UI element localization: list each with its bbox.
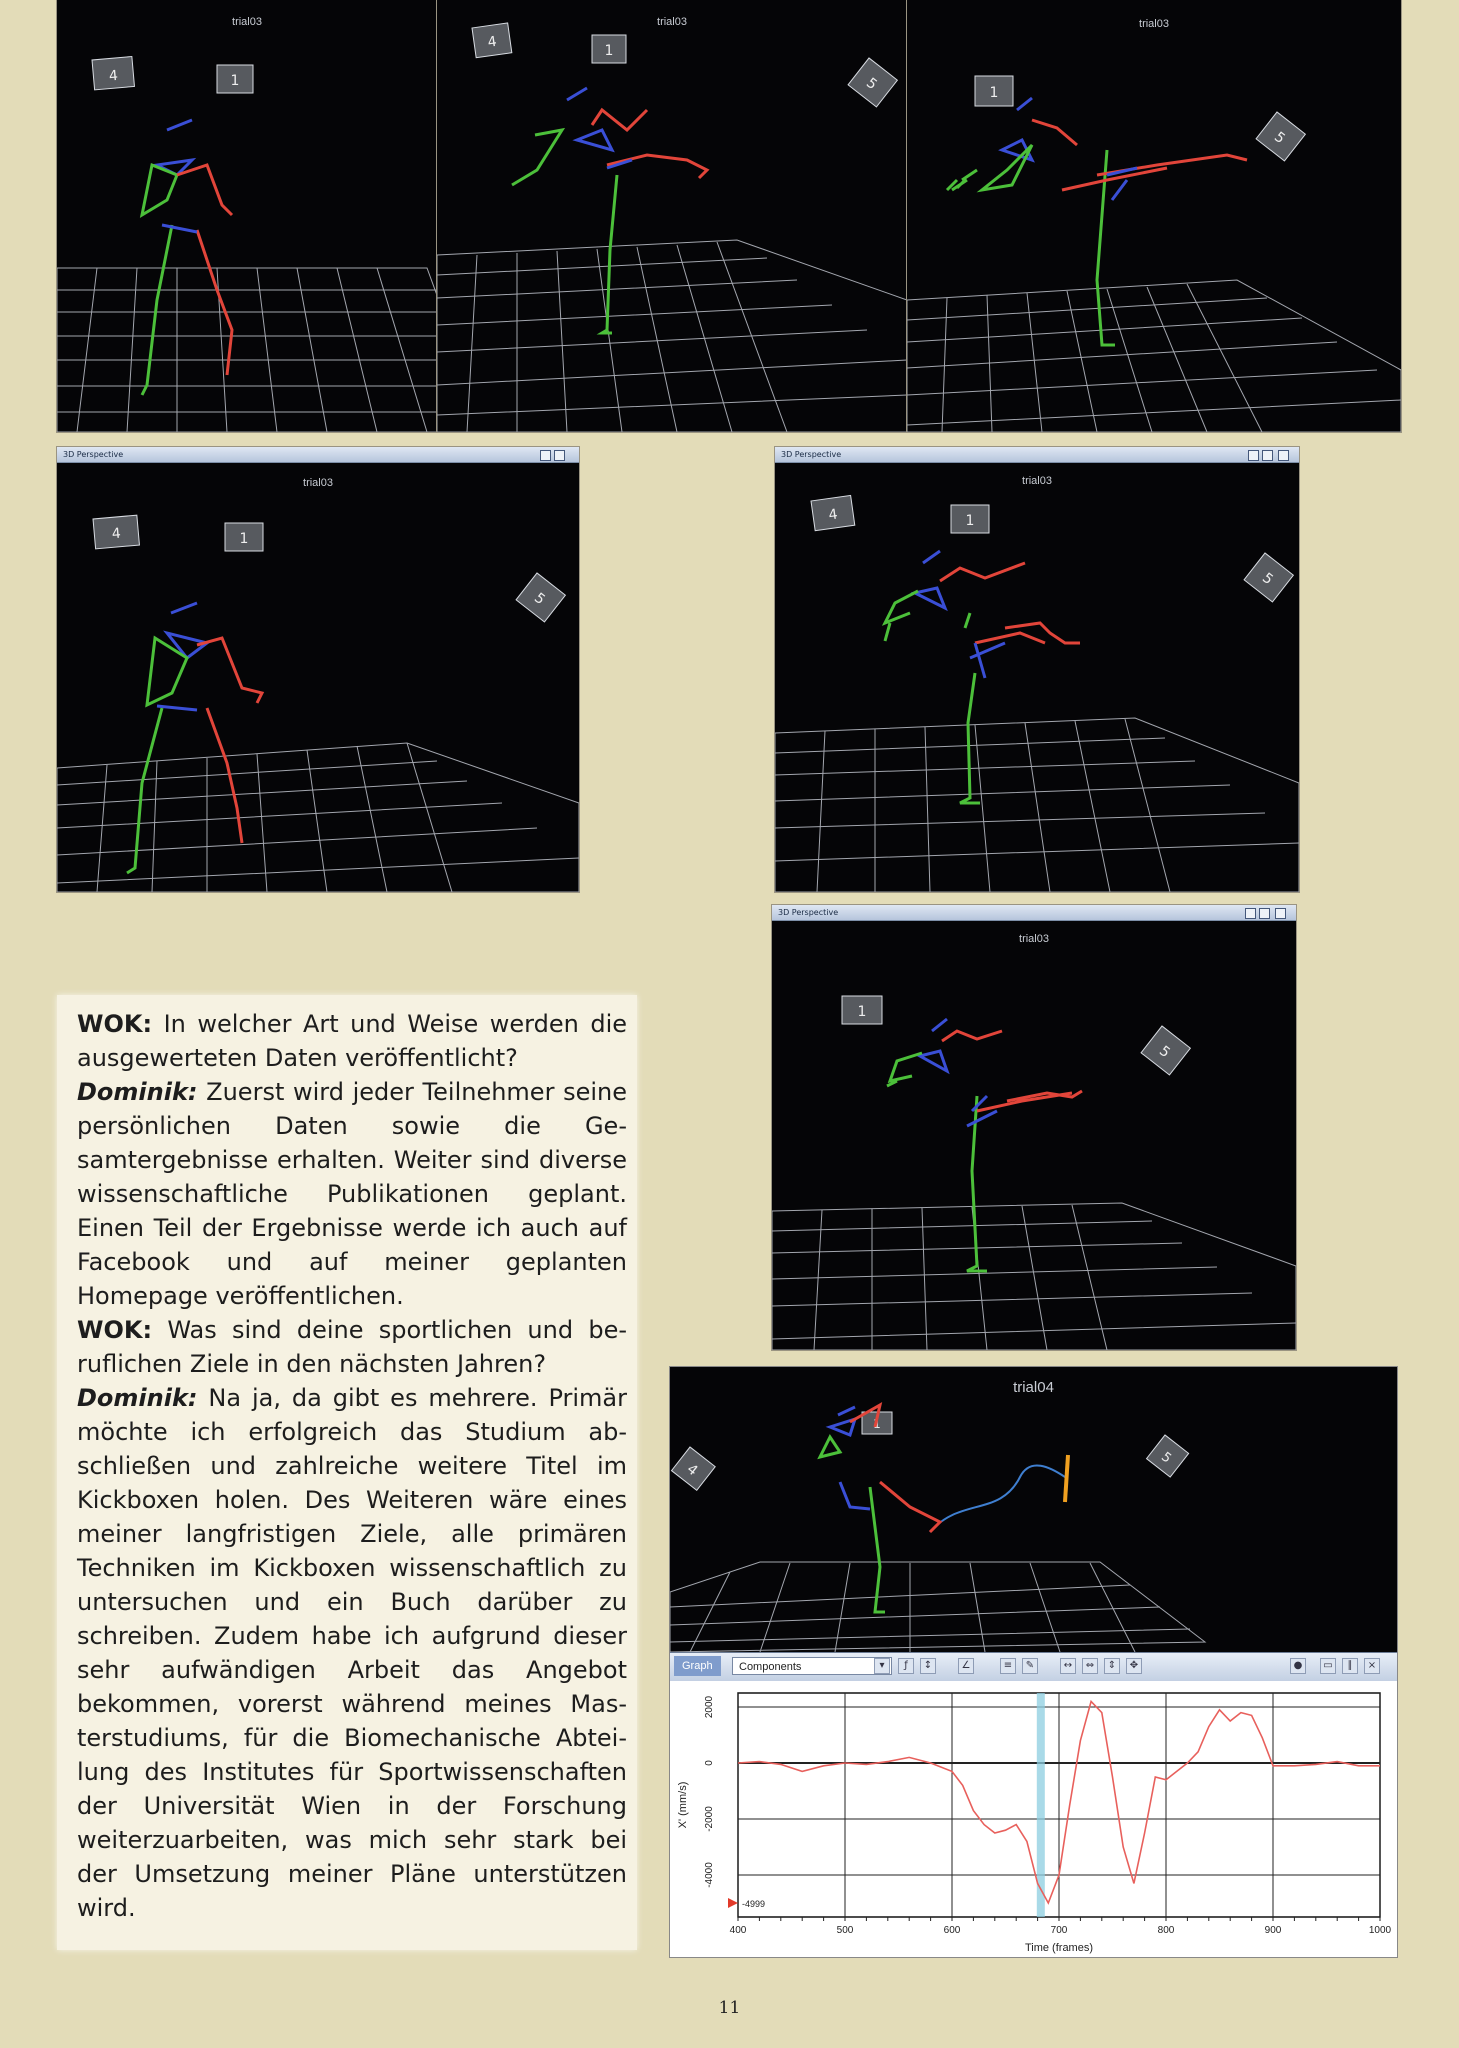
svg-text:5: 5 — [863, 75, 880, 94]
close-icon[interactable] — [1275, 908, 1286, 919]
zoom-v-icon[interactable]: ⇕ — [1104, 1658, 1120, 1674]
maximize-icon[interactable]: ▭ — [1320, 1658, 1336, 1674]
speaker-dominik: Dominik: — [77, 1384, 198, 1412]
viewport-trial03-e — [775, 447, 1299, 892]
question-1: WOK: In welcher Art und Weise werden die ausgewerteten Daten veröffentlicht? — [77, 1010, 627, 1072]
svg-text:5: 5 — [1271, 129, 1288, 148]
svg-text:1: 1 — [965, 513, 975, 529]
svg-text:4: 4 — [683, 1461, 701, 1480]
x-tick-label: 400 — [729, 1925, 747, 1936]
svg-text:5: 5 — [1259, 570, 1276, 589]
graph-toolbar — [670, 1652, 1397, 1682]
x-tick-label: 1000 — [1368, 1925, 1392, 1936]
dropdown-arrow-icon[interactable]: ▾ — [874, 1658, 890, 1674]
y-tick-label: -4000 — [704, 1862, 715, 1888]
velocity-chart — [670, 1681, 1397, 1957]
viewport-label: trial03 — [303, 477, 333, 489]
split-icon[interactable] — [1262, 450, 1273, 461]
x-tick-label: 500 — [836, 1925, 854, 1936]
lock-icon[interactable]: ● — [1290, 1658, 1306, 1674]
x-tick-label: 600 — [943, 1925, 961, 1936]
svg-text:5: 5 — [531, 590, 548, 609]
axis-icon[interactable]: ↕ — [920, 1658, 936, 1674]
y-tick-label: 2000 — [704, 1695, 715, 1719]
viewport-label: trial03 — [1022, 475, 1052, 487]
viewport-trial03-a — [57, 0, 437, 432]
viewport-trial03-b — [437, 0, 907, 432]
split-icon[interactable] — [554, 450, 565, 461]
zoom-fit-icon[interactable]: ⇔ — [1082, 1658, 1098, 1674]
motion-capture-scene — [57, 463, 579, 892]
viewport-titlebar-text: 3D Perspective — [781, 450, 842, 459]
x-tick-label: 900 — [1264, 1925, 1282, 1936]
svg-text:1: 1 — [230, 73, 240, 89]
svg-text:1: 1 — [873, 1417, 881, 1431]
svg-text:5: 5 — [1156, 1043, 1173, 1062]
components-dropdown[interactable]: Components — [732, 1657, 892, 1675]
svg-text:5: 5 — [1158, 1449, 1174, 1467]
marker-box — [92, 57, 134, 90]
viewport-trial03-c — [907, 0, 1401, 432]
x-tick-label: 700 — [1050, 1925, 1068, 1936]
viewport-trial03-f — [772, 905, 1296, 1350]
interview-text — [77, 1007, 627, 1925]
svg-text:1: 1 — [239, 531, 249, 547]
motion-capture-scene — [772, 921, 1296, 1350]
viewport-titlebar[interactable] — [57, 447, 579, 463]
speaker-dominik: Dominik: — [77, 1078, 198, 1106]
close-icon[interactable]: × — [1364, 1658, 1380, 1674]
split-icon[interactable]: ∥ — [1342, 1658, 1358, 1674]
zoom-all-icon[interactable]: ✥ — [1126, 1658, 1142, 1674]
question-2: WOK: Was sind deine sportlichen und beruflichen Ziele in den nächsten Jahren? — [77, 1316, 627, 1378]
y-axis-label: X' (mm/s) — [677, 1781, 689, 1829]
brush-icon[interactable]: ✎ — [1022, 1658, 1038, 1674]
viewport-titlebar[interactable] — [775, 447, 1299, 463]
viewport-trial03-d — [57, 447, 579, 892]
answer-1: Dominik: Zuerst wird jeder Teilnehmer seine persönlichen Daten sowie die Gesamtergebnisse erhalten. Weiter sind diverse wissenschaftliche Publikationen geplant. Einen Teil der Ergebnisse werde ich auch auf Facebook und auf meiner geplanten Homepage veröffentlichen. — [77, 1078, 627, 1310]
velocity-graph — [670, 1681, 1397, 1957]
svg-text:1: 1 — [857, 1004, 867, 1020]
svg-text:1: 1 — [604, 43, 614, 59]
skeleton — [142, 120, 232, 395]
viewport-label: trial03 — [1139, 18, 1169, 30]
marker-value-label: -4999 — [742, 1898, 766, 1909]
ruler-icon[interactable]: ∠ — [958, 1658, 974, 1674]
list-icon[interactable]: ≡ — [1000, 1658, 1016, 1674]
value-marker — [728, 1898, 738, 1908]
zoom-h-icon[interactable]: ↔ — [1060, 1658, 1076, 1674]
split-icon[interactable] — [1259, 908, 1270, 919]
viewport-label: trial04 — [1013, 1379, 1054, 1396]
viewport-titlebar[interactable] — [772, 905, 1296, 921]
viewport-label: trial03 — [657, 16, 687, 28]
answer-2: Dominik: Na ja, da gibt es mehrere. Primär möchte ich erfolgreich das Studium abschließen und zahlreiche weitere Titel im Kickboxen holen. Des Weiteren wäre eines meiner langfristigen Ziele, alle primären Techniken im Kickboxen wissenschaftlich zu untersuchen und ein Buch darüber zu schreiben. Zudem habe ich aufgrund dieser sehr aufwändigen Arbeit das Angebot bekommen, vorerst während meines Masterstudiums, für die Biomechanische Abteilung des Institutes für Sportwissenschaften der Universität Wien in der Forschung weiterzuarbeiten, was mich sehr stark bei der Umsetzung meiner Pläne unterstützen wird. — [77, 1384, 627, 1922]
svg-text:4: 4 — [111, 525, 122, 543]
svg-text:4: 4 — [827, 506, 839, 524]
floor-grid — [57, 268, 437, 432]
y-tick-label: 0 — [704, 1760, 715, 1766]
maximize-icon[interactable] — [540, 450, 551, 461]
function-icon[interactable]: ƒ — [898, 1658, 914, 1674]
interview-textbox — [57, 995, 637, 1950]
maximize-icon[interactable] — [1248, 450, 1259, 461]
viewport-label: trial03 — [232, 16, 262, 28]
x-tick-label: 800 — [1157, 1925, 1175, 1936]
svg-text:1: 1 — [989, 85, 999, 101]
marker-box — [217, 65, 253, 93]
viewport-titlebar-text: 3D Perspective — [778, 908, 839, 917]
motion-capture-scene — [437, 0, 907, 432]
svg-text:4: 4 — [486, 33, 498, 51]
page-number: 11 — [718, 1998, 741, 2018]
svg-text:4: 4 — [108, 67, 119, 85]
motion-capture-scene — [775, 463, 1299, 892]
close-icon[interactable] — [1278, 450, 1289, 461]
y-tick-label: -2000 — [704, 1806, 715, 1832]
graph-tab[interactable]: Graph — [674, 1656, 721, 1676]
speaker-wok: WOK: — [77, 1316, 153, 1344]
viewport-label: trial03 — [1019, 933, 1049, 945]
viewport-titlebar-text: 3D Perspective — [63, 450, 124, 459]
motion-capture-scene — [907, 0, 1401, 432]
motion-capture-scene — [670, 1367, 1397, 1652]
speaker-wok: WOK: — [77, 1010, 153, 1038]
x-axis-label: Time (frames) — [1024, 1942, 1094, 1954]
maximize-icon[interactable] — [1245, 908, 1256, 919]
motion-capture-scene — [57, 0, 437, 432]
